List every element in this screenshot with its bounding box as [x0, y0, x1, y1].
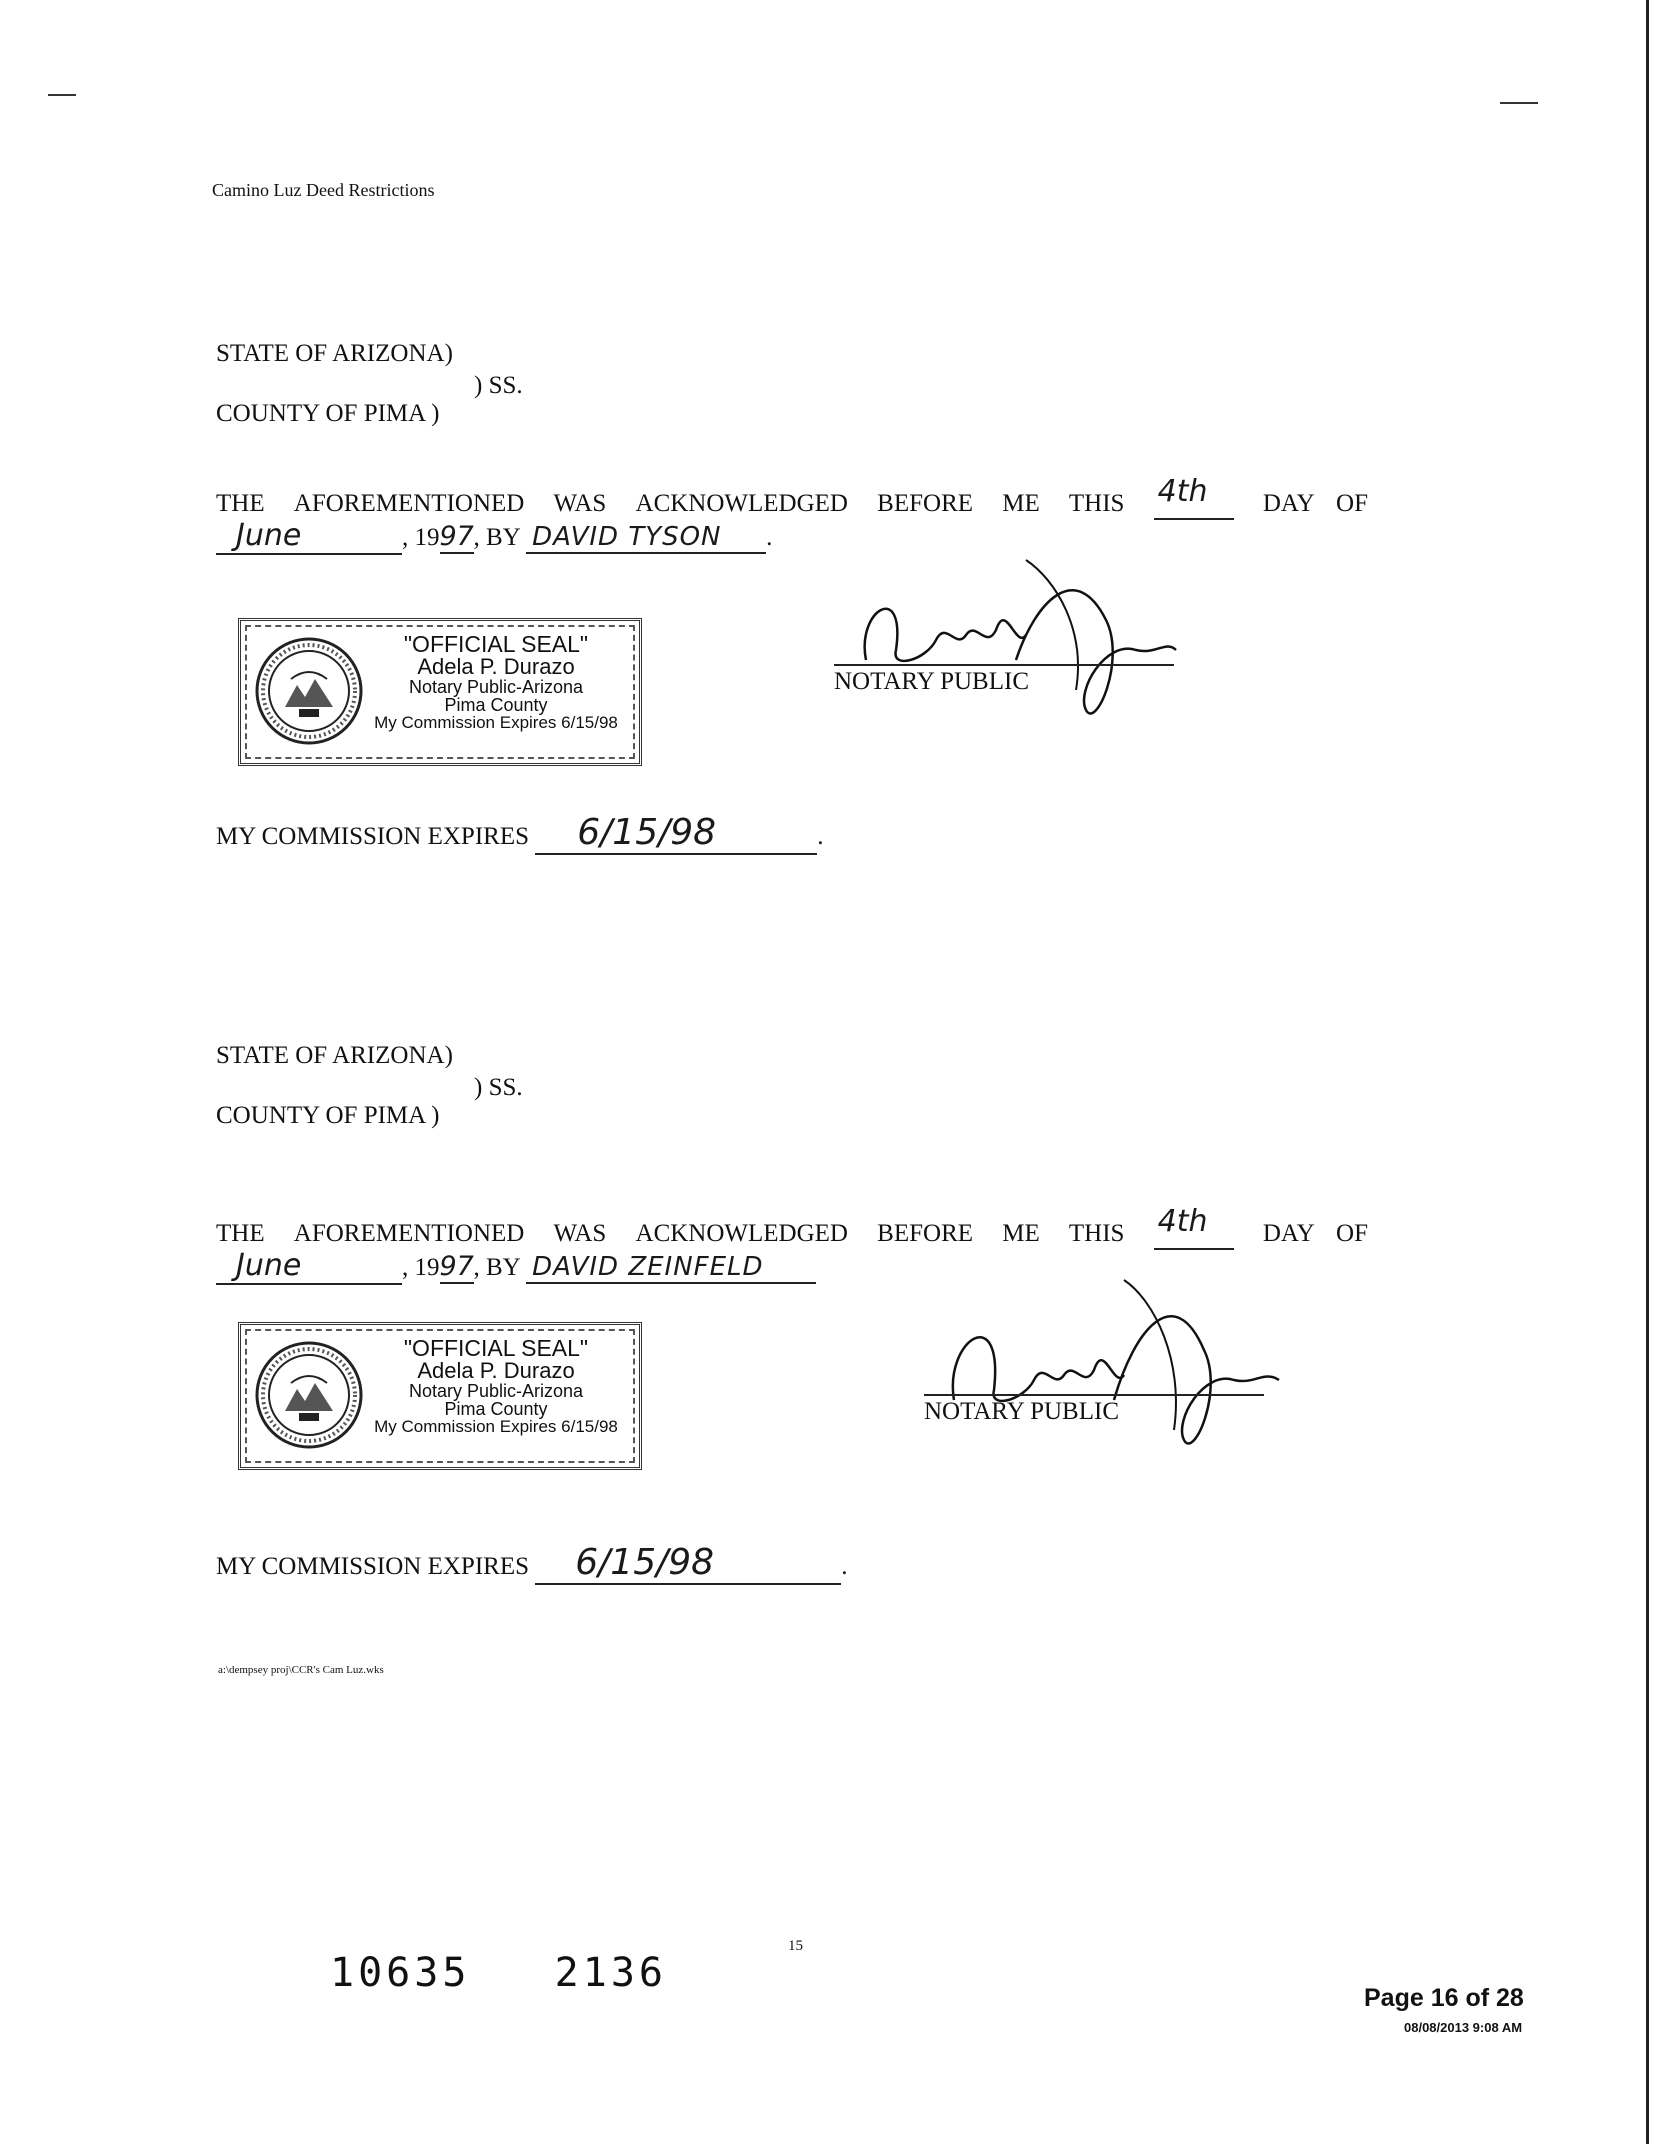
- seal-title: "OFFICIAL SEAL": [403, 631, 589, 657]
- seal-name: Adela P. Durazo: [417, 654, 575, 679]
- ack-word: BEFORE: [877, 1220, 974, 1247]
- date-by-line: June , 1997, BY DAVID TYSON .: [216, 518, 772, 555]
- month-blank: [216, 518, 402, 555]
- day-label: DAY OF: [1262, 490, 1368, 517]
- seal-line: Pima County: [444, 695, 548, 715]
- person-blank: [526, 522, 766, 554]
- ack-word: THE: [216, 490, 265, 517]
- year-blank: [440, 521, 474, 554]
- arizona-state-seal-icon: [253, 1339, 365, 1451]
- state-line: STATE OF ARIZONA): [216, 1042, 453, 1069]
- ack-word: ME: [1002, 1220, 1040, 1247]
- commission-value: 6/15/98: [575, 1542, 715, 1583]
- page-timestamp: 08/08/2013 9:08 AM: [1404, 2020, 1523, 2035]
- ss-line: ) SS.: [474, 1074, 523, 1101]
- arizona-state-seal-icon: [253, 635, 365, 747]
- by-label: , BY: [473, 524, 520, 551]
- seal-title: "OFFICIAL SEAL": [403, 1335, 589, 1361]
- year-value: 97: [439, 1251, 474, 1282]
- seal-line: Notary Public-Arizona: [408, 1381, 584, 1401]
- month-value: June: [236, 1248, 302, 1283]
- seal-line: Pima County: [444, 1399, 548, 1419]
- acknowledgment-line: [216, 1204, 1368, 1250]
- ack-word: ACKNOWLEDGED: [635, 490, 848, 517]
- commission-blank: [535, 812, 817, 855]
- notary-signature: [934, 1250, 1294, 1470]
- book-page-stamp: 10635 2136: [330, 1950, 667, 1996]
- seal-name: Adela P. Durazo: [417, 1358, 575, 1383]
- commission-line: MY COMMISSION EXPIRES 6/15/98 .: [216, 1542, 848, 1583]
- ack-word: ME: [1002, 490, 1040, 517]
- notary-public-label: NOTARY PUBLIC: [834, 664, 1174, 696]
- day-blank: [1154, 1204, 1234, 1250]
- commission-value: 6/15/98: [577, 812, 717, 853]
- year-prefix: , 19: [402, 524, 440, 551]
- page-number-label: Page 16 of 28: [1364, 1984, 1524, 2012]
- document-header: Camino Luz Deed Restrictions: [212, 180, 435, 200]
- ack-word: THE: [216, 1220, 265, 1247]
- ack-word: AFOREMENTIONED: [293, 490, 525, 517]
- seal-line: Notary Public-Arizona: [408, 677, 584, 697]
- seal-text: [361, 633, 631, 731]
- ack-word: THIS: [1068, 1220, 1125, 1247]
- scan-border: [1646, 0, 1649, 2144]
- year-prefix: , 19: [402, 1254, 440, 1281]
- ack-word: AFOREMENTIONED: [293, 1220, 525, 1247]
- seal-line: My Commission Expires 6/15/98: [374, 713, 618, 732]
- person-value: DAVID TYSON: [532, 522, 722, 552]
- day-value: 4th: [1157, 474, 1208, 509]
- person-blank: [526, 1252, 816, 1284]
- scan-mark: [1500, 102, 1538, 104]
- ack-word: ACKNOWLEDGED: [635, 1220, 848, 1247]
- seal-line: My Commission Expires 6/15/98: [374, 1417, 618, 1436]
- month-blank: [216, 1248, 402, 1285]
- date-by-line: [216, 1248, 816, 1285]
- county-line: COUNTY OF PIMA ): [216, 1102, 440, 1129]
- official-seal-stamp: [238, 1322, 642, 1470]
- day-label: DAY OF: [1262, 1220, 1368, 1247]
- file-path: a:\dempsey proj\CCR's Cam Luz.wks: [218, 1664, 384, 1676]
- notary-public-label: NOTARY PUBLIC: [924, 1394, 1264, 1426]
- county-line: COUNTY OF PIMA ): [216, 400, 440, 427]
- day-value: 4th: [1157, 1204, 1208, 1239]
- by-label: , BY: [473, 1254, 520, 1281]
- person-value: DAVID ZEINFELD: [532, 1252, 764, 1282]
- commission-line: MY COMMISSION EXPIRES 6/15/98 .: [216, 812, 824, 853]
- notary-signature: [846, 540, 1186, 740]
- official-seal-stamp: [238, 618, 642, 766]
- ack-word: THIS: [1068, 490, 1125, 517]
- commission-label: MY COMMISSION EXPIRES: [216, 823, 530, 850]
- state-line: STATE OF ARIZONA): [216, 340, 453, 367]
- year-blank: [440, 1251, 474, 1284]
- scan-mark: [48, 94, 76, 96]
- month-value: June: [236, 518, 302, 553]
- ack-word: WAS: [553, 1220, 607, 1247]
- seal-text: [361, 1337, 631, 1435]
- acknowledgment-line: [216, 474, 1368, 520]
- ack-word: WAS: [553, 490, 607, 517]
- commission-blank: [535, 1542, 841, 1585]
- year-value: 97: [439, 521, 474, 552]
- commission-label: MY COMMISSION EXPIRES: [216, 1553, 530, 1580]
- ss-line: ) SS.: [474, 372, 523, 399]
- document-page-number: 15: [788, 1938, 803, 1954]
- day-blank: [1154, 474, 1234, 520]
- ack-word: BEFORE: [877, 490, 974, 517]
